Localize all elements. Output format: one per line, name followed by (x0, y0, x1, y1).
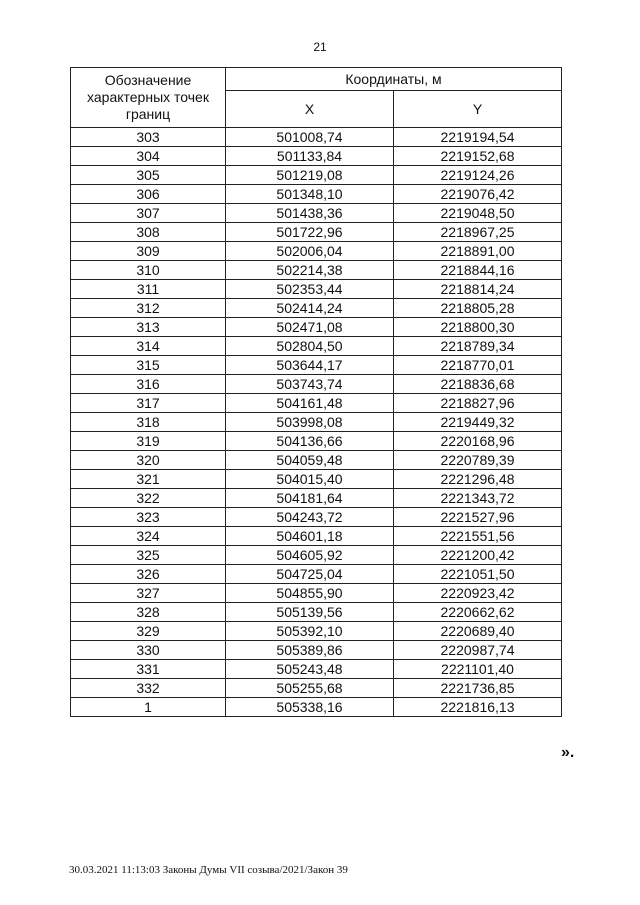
point-number: 321 (71, 470, 226, 489)
coord-x: 505392,10 (226, 622, 394, 641)
coord-x: 501348,10 (226, 185, 394, 204)
coord-y: 2218770,01 (394, 356, 562, 375)
coord-x: 501008,74 (226, 128, 394, 147)
point-number: 323 (71, 508, 226, 527)
coord-y: 2218827,96 (394, 394, 562, 413)
point-number: 322 (71, 489, 226, 508)
coord-y: 2221551,56 (394, 527, 562, 546)
point-number: 324 (71, 527, 226, 546)
table-row (71, 147, 562, 166)
coord-y: 2218844,16 (394, 261, 562, 280)
coord-x: 504243,72 (226, 508, 394, 527)
table-row (71, 185, 562, 204)
coord-y: 2220689,40 (394, 622, 562, 641)
coord-x: 504601,18 (226, 527, 394, 546)
point-number: 303 (71, 128, 226, 147)
table-row (71, 337, 562, 356)
table-row (71, 356, 562, 375)
point-number: 332 (71, 679, 226, 698)
table-row (71, 679, 562, 698)
table-row (71, 698, 562, 717)
point-number: 311 (71, 280, 226, 299)
coord-x: 505243,48 (226, 660, 394, 679)
table-row (71, 318, 562, 337)
coord-x: 504059,48 (226, 451, 394, 470)
point-number: 319 (71, 432, 226, 451)
point-number: 314 (71, 337, 226, 356)
coord-x: 505255,68 (226, 679, 394, 698)
coord-y: 2221343,72 (394, 489, 562, 508)
header-y: Y (394, 91, 562, 128)
coord-x: 505139,56 (226, 603, 394, 622)
coord-x: 501133,84 (226, 147, 394, 166)
point-number: 328 (71, 603, 226, 622)
closing-quote: ». (561, 744, 575, 761)
point-number: 310 (71, 261, 226, 280)
point-number: 304 (71, 147, 226, 166)
coord-y: 2221051,50 (394, 565, 562, 584)
table-body (71, 128, 562, 717)
table-row (71, 166, 562, 185)
table-row (71, 565, 562, 584)
coord-y: 2220662,62 (394, 603, 562, 622)
table-row (71, 641, 562, 660)
header-x: X (226, 91, 394, 128)
coord-x: 504015,40 (226, 470, 394, 489)
coord-x: 502804,50 (226, 337, 394, 356)
table-row (71, 280, 562, 299)
coord-y: 2219124,26 (394, 166, 562, 185)
coord-x: 501219,08 (226, 166, 394, 185)
coord-x: 502414,24 (226, 299, 394, 318)
coord-x: 501722,96 (226, 223, 394, 242)
point-number: 308 (71, 223, 226, 242)
coord-x: 502471,08 (226, 318, 394, 337)
coord-y: 2218967,25 (394, 223, 562, 242)
header-point-label: Обозначение характерных точек границ (71, 68, 226, 128)
table-row (71, 128, 562, 147)
coord-x: 504136,66 (226, 432, 394, 451)
coord-x: 505338,16 (226, 698, 394, 717)
coord-y: 2218789,34 (394, 337, 562, 356)
coord-y: 2218814,24 (394, 280, 562, 299)
coord-x: 503644,17 (226, 356, 394, 375)
table-row (71, 299, 562, 318)
footer-stamp: 30.03.2021 11:13:03 Законы Думы VII созыва/2021/Закон 39 (69, 864, 348, 876)
coord-y: 2218891,00 (394, 242, 562, 261)
table-row (71, 261, 562, 280)
table-row (71, 242, 562, 261)
coord-y: 2218836,68 (394, 375, 562, 394)
table-row (71, 546, 562, 565)
point-number: 329 (71, 622, 226, 641)
point-number: 305 (71, 166, 226, 185)
table-row (71, 660, 562, 679)
table-row (71, 603, 562, 622)
coord-y: 2219076,42 (394, 185, 562, 204)
coord-x: 502214,38 (226, 261, 394, 280)
page-number: 21 (313, 40, 327, 54)
point-number: 330 (71, 641, 226, 660)
coord-y: 2221527,96 (394, 508, 562, 527)
table-row (71, 223, 562, 242)
coord-x: 504181,64 (226, 489, 394, 508)
coord-y: 2221101,40 (394, 660, 562, 679)
point-number: 318 (71, 413, 226, 432)
coord-y: 2218805,28 (394, 299, 562, 318)
coord-x: 504725,04 (226, 565, 394, 584)
coord-y: 2220789,39 (394, 451, 562, 470)
coord-x: 505389,86 (226, 641, 394, 660)
table-row (71, 527, 562, 546)
table-row (71, 508, 562, 527)
coord-x: 503998,08 (226, 413, 394, 432)
coord-x: 504605,92 (226, 546, 394, 565)
coordinates-table (70, 67, 562, 717)
coord-y: 2219194,54 (394, 128, 562, 147)
point-number: 313 (71, 318, 226, 337)
point-number: 316 (71, 375, 226, 394)
coord-x: 502353,44 (226, 280, 394, 299)
table-row (71, 413, 562, 432)
table-header (71, 68, 562, 128)
coord-y: 2221296,48 (394, 470, 562, 489)
table-row (71, 432, 562, 451)
coord-y: 2221200,42 (394, 546, 562, 565)
table-row (71, 470, 562, 489)
point-number: 306 (71, 185, 226, 204)
point-number: 320 (71, 451, 226, 470)
header-coordinates: Координаты, м (226, 68, 562, 91)
table-row (71, 489, 562, 508)
coord-y: 2219048,50 (394, 204, 562, 223)
point-number: 315 (71, 356, 226, 375)
point-number: 325 (71, 546, 226, 565)
coord-y: 2220923,42 (394, 584, 562, 603)
coord-x: 501438,36 (226, 204, 394, 223)
coord-x: 503743,74 (226, 375, 394, 394)
point-number: 327 (71, 584, 226, 603)
coord-y: 2218800,30 (394, 318, 562, 337)
table-row (71, 451, 562, 470)
coord-y: 2219449,32 (394, 413, 562, 432)
point-number: 326 (71, 565, 226, 584)
table-row (71, 375, 562, 394)
table-row (71, 204, 562, 223)
coord-y: 2220987,74 (394, 641, 562, 660)
point-number: 312 (71, 299, 226, 318)
coord-y: 2221736,85 (394, 679, 562, 698)
coord-x: 502006,04 (226, 242, 394, 261)
table-row (71, 584, 562, 603)
point-number: 1 (71, 698, 226, 717)
point-number: 331 (71, 660, 226, 679)
table-row (71, 622, 562, 641)
point-number: 317 (71, 394, 226, 413)
coord-x: 504855,90 (226, 584, 394, 603)
coord-y: 2221816,13 (394, 698, 562, 717)
point-number: 309 (71, 242, 226, 261)
coord-y: 2219152,68 (394, 147, 562, 166)
coord-x: 504161,48 (226, 394, 394, 413)
point-number: 307 (71, 204, 226, 223)
table-row (71, 394, 562, 413)
coord-y: 2220168,96 (394, 432, 562, 451)
